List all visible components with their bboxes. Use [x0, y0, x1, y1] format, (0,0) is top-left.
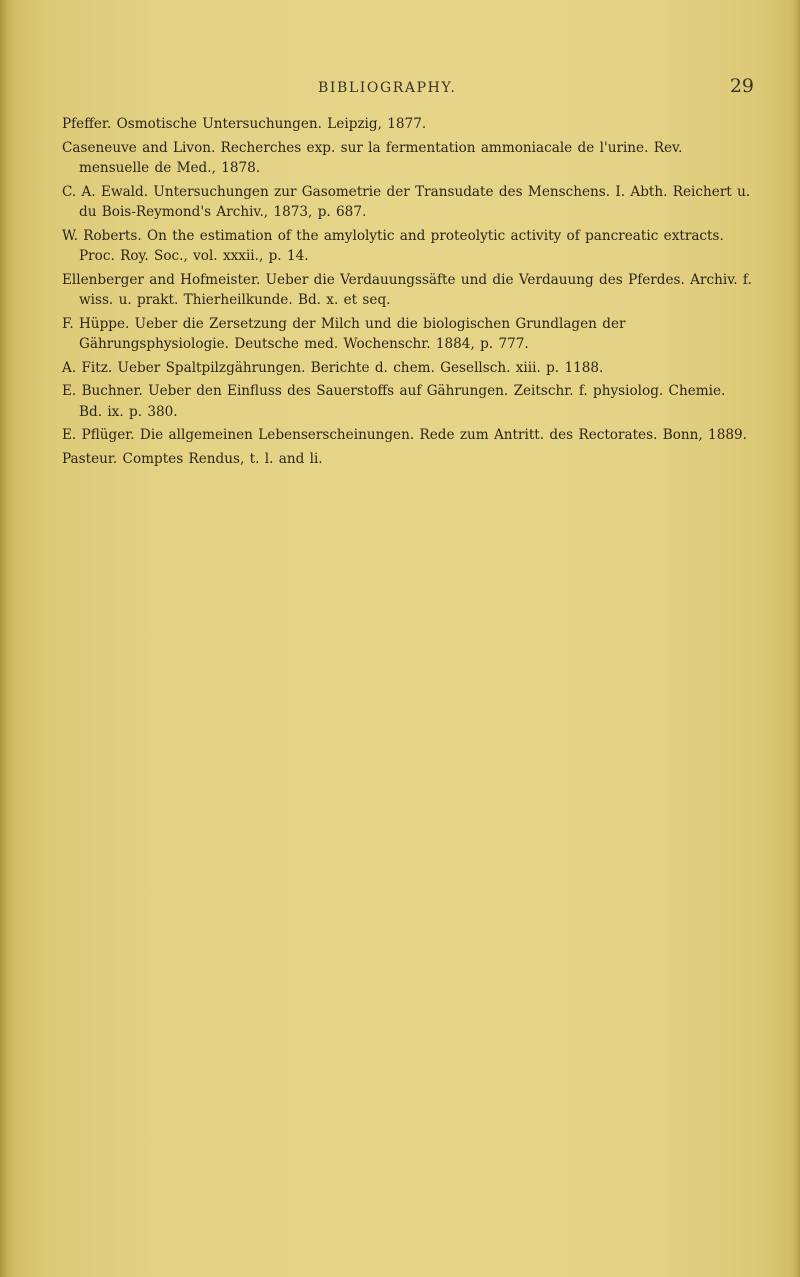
entry-text: Comptes Rendus, t. l. and li. [117, 450, 323, 467]
entry-text: Ueber Spaltpilzgährungen. Berichte d. chem. Gesellsch. xiii. p. 1188. [112, 359, 604, 376]
bibliography-entry [62, 449, 752, 470]
entry-text: Ueber den Einfluss des Sauerstoffs auf Gährungen. Zeitschr. f. physiolog. Chemie. Bd. ix. p. 380. [79, 383, 726, 420]
bibliography-entry [62, 138, 752, 179]
entry-text: Osmotische Untersuchungen. Leipzig, 1877. [111, 116, 427, 132]
page-number: 29 [729, 75, 754, 97]
bibliography-entry [62, 425, 752, 446]
running-title: BIBLIOGRAPHY. [318, 80, 457, 96]
entry-author: Ellenberger and Hofmeister. [62, 271, 261, 288]
entry-text: Die allgemeinen Lebenserscheinungen. Rede zum Antritt. des Rectorates. Bonn, 1889. [134, 427, 747, 443]
entry-text: Recherches exp. sur la fermentation ammoniacale de l'urine. Rev. mensuelle de Med., 1878. [79, 139, 683, 176]
bibliography-entry [62, 381, 752, 422]
bibliography-entry [62, 226, 752, 267]
entry-author: E. Buchner. [62, 383, 143, 399]
entry-author: A. Fitz. [62, 359, 113, 376]
entry-text: Untersuchungen zur Gasometrie der Transudate des Menschens. I. Abth. Reichert u. du Bois-Reymond's Archiv., 1873, p. 687. [79, 183, 751, 220]
entry-text: On the estimation of the amylolytic and proteolytic activity of pancreatic extracts. Proc. Roy. Soc., vol. xxxii., p. 14. [79, 227, 724, 264]
bibliography-entry [62, 114, 752, 135]
bibliography-entry [62, 270, 752, 311]
entry-text: Ueber die Zersetzung der Milch und die biologischen Grundlagen der Gährungsphysiologie. Deutsche med. Wochenschr. 1884, p. 777. [79, 315, 626, 352]
entry-author: Caseneuve and Livon. [62, 139, 216, 156]
bibliography-entry [62, 358, 752, 379]
bibliography-entry [62, 182, 752, 223]
entry-author: F. Hüppe. [62, 315, 130, 332]
entry-author: Pasteur. [62, 450, 118, 467]
bibliography-entry [62, 314, 752, 355]
entry-author: C. A. Ewald. [62, 183, 149, 200]
entry-author: Pfeffer. [62, 116, 112, 132]
running-head [0, 75, 800, 104]
entry-author: W. Roberts. [62, 227, 142, 244]
entry-author: E. Pflüger. [62, 427, 135, 443]
bibliography-list [62, 114, 752, 472]
entry-text: Ueber die Verdauungssäfte und die Verdauung des Pferdes. Archiv. f. wiss. u. prakt. Thierheilkunde. Bd. x. et seq. [79, 271, 752, 308]
